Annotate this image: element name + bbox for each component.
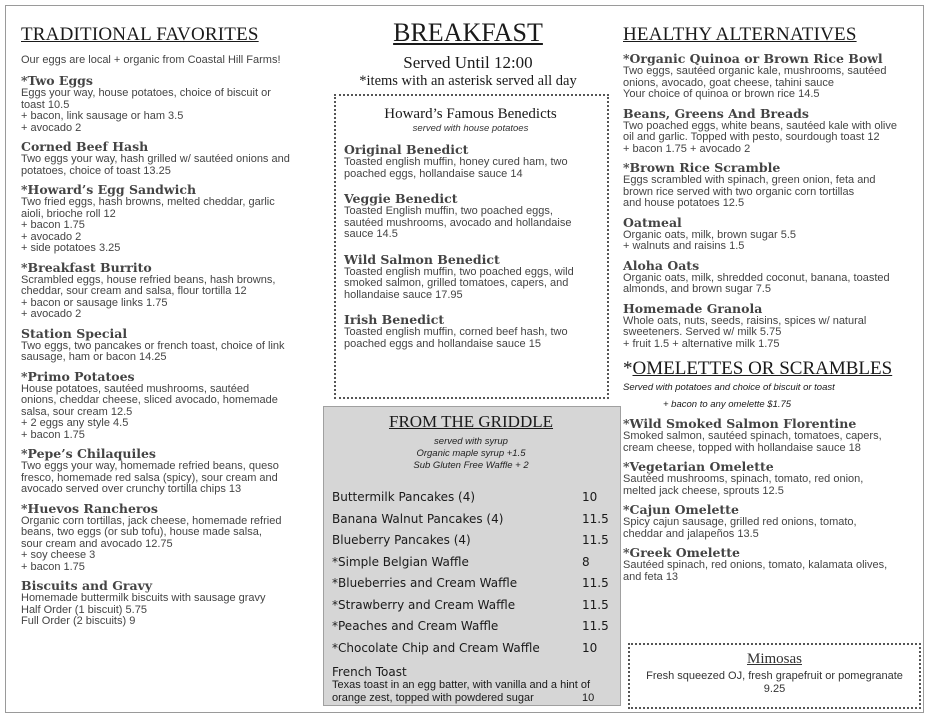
menu-item-name: *Cajun Omelette xyxy=(623,502,739,517)
french-toast-desc-line: Texas toast in an egg batter, with vanilla and a hint of xyxy=(332,679,591,691)
menu-item-description xyxy=(623,474,918,497)
menu-item xyxy=(623,106,918,156)
description-line: Eggs your way, house potatoes, choice of biscuit or xyxy=(21,87,271,99)
description-line: oil and garlic. Topped with pesto, sourdough toast 12 xyxy=(623,131,880,143)
description-line: Eggs scrambled with spinach, green onion, feta and xyxy=(623,174,876,186)
description-line: poached eggs, hollandaise sauce 14 xyxy=(344,167,523,180)
menu-item xyxy=(623,258,918,296)
description-line: salsa, sour cream 12.5 xyxy=(21,405,133,418)
griddle-item xyxy=(332,555,610,577)
description-line: sauce 14.5 xyxy=(344,228,398,240)
description-line: sweeteners. Served w/ milk 5.75 xyxy=(623,326,782,338)
description-line: Whole oats, nuts, seeds, raisins, spices w/ natural xyxy=(623,314,867,327)
griddle-item-price: 11.5 xyxy=(582,533,609,547)
griddle-sub-2: Organic maple syrup +1.5 xyxy=(416,448,526,459)
healthy-alternatives-column xyxy=(623,24,918,714)
menu-item-description xyxy=(623,273,918,296)
menu-item-name: *Primo Potatoes xyxy=(21,368,135,384)
menu-item-name: Aloha Oats xyxy=(623,257,700,273)
omelettes-note-1: Served with potatoes and choice of biscuit or toast xyxy=(623,382,835,393)
griddle-item xyxy=(332,490,610,512)
omelettes-note-2: + bacon to any omelette $1.75 xyxy=(663,399,792,410)
description-line: Two eggs, sautéed organic kale, mushrooms, sautéed xyxy=(623,65,887,77)
menu-item xyxy=(623,51,918,101)
description-line: Scrambled eggs, house refried beans, hash browns, xyxy=(21,273,276,286)
description-line: Sautéed mushrooms, spinach, tomato, red onion, xyxy=(623,473,864,485)
griddle-list xyxy=(332,490,610,662)
menu-item-description xyxy=(344,267,597,302)
griddle-item-name: *Peaches and Cream Waffle xyxy=(332,619,499,633)
description-line: and feta 13 xyxy=(623,570,679,583)
description-line: Two fried eggs, hash browns, melted cheddar, garlic xyxy=(21,196,275,208)
description-line: smoked salmon, grilled tomatoes, capers, and xyxy=(344,277,569,289)
griddle-item xyxy=(332,512,610,534)
description-line: onions, avocado, goat cheese, tahini sauce xyxy=(623,76,834,89)
description-line: + bacon 1.75 xyxy=(21,219,85,231)
menu-item-description xyxy=(21,88,321,134)
omelette-item xyxy=(623,545,918,583)
mimosas-desc xyxy=(630,670,919,696)
omelettes-list xyxy=(623,416,918,583)
menu-item-name: *Greek Omelette xyxy=(623,545,740,560)
traditional-favorites-title: TRADITIONAL FAVORITES xyxy=(21,24,259,45)
description-line: + bacon, link sausage or ham 3.5 xyxy=(21,110,184,122)
description-line: + fruit 1.5 + alternative milk 1.75 xyxy=(623,337,780,350)
griddle-item-name: Banana Walnut Pancakes (4) xyxy=(332,511,504,526)
menu-item-description xyxy=(21,197,321,255)
benedict-item xyxy=(344,312,597,350)
description-line: brown rice served with two organic corn tortillas xyxy=(623,185,855,198)
healthy-items-list xyxy=(623,51,918,350)
menu-item-name: *Wild Smoked Salmon Florentine xyxy=(623,416,857,431)
served-until: Served Until 12:00 xyxy=(403,53,533,72)
menu-item xyxy=(21,501,321,574)
benedict-item xyxy=(344,142,597,180)
menu-item-name: *Howard’s Egg Sandwich xyxy=(21,182,197,197)
menu-item-description xyxy=(344,206,597,241)
menu-item-description xyxy=(21,461,321,496)
french-toast-price: 10 xyxy=(582,691,595,704)
description-line: Full Order (2 biscuits) 9 xyxy=(21,615,136,627)
menu-item-name: Biscuits and Gravy xyxy=(21,578,153,593)
omelette-item xyxy=(623,416,918,454)
description-line: Toasted english muffin, corned beef hash, two xyxy=(344,326,568,338)
griddle-item-price: 11.5 xyxy=(582,511,609,526)
menu-item-description xyxy=(623,517,918,540)
healthy-alternatives-title: HEALTHY ALTERNATIVES xyxy=(623,24,857,45)
menu-item-name: *Organic Quinoa or Brown Rice Bowl xyxy=(623,51,883,66)
description-line: House potatoes, sautéed mushrooms, sautéed xyxy=(21,382,250,395)
griddle-item-price: 10 xyxy=(582,490,598,504)
description-line: Two poached eggs, white beans, sautéed kale with olive xyxy=(623,119,897,132)
description-line: + bacon or sausage links 1.75 xyxy=(21,296,168,309)
griddle-item-name: *Simple Belgian Waffle xyxy=(332,554,469,569)
menu-item xyxy=(21,369,321,442)
menu-item-name: Veggie Benedict xyxy=(344,191,458,206)
description-line: + avocado 2 xyxy=(21,121,82,134)
menu-item-name: Homemade Granola xyxy=(623,300,763,316)
griddle-item-price: 10 xyxy=(582,640,598,655)
breakfast-column xyxy=(318,6,618,714)
mimosas-title: Mimosas xyxy=(746,651,802,667)
menu-item-description xyxy=(623,121,918,156)
description-line: sausage, ham or bacon 14.25 xyxy=(21,351,167,363)
menu-item-description xyxy=(623,431,918,454)
menu-item-name: Irish Benedict xyxy=(344,312,445,327)
griddle-item xyxy=(332,619,610,641)
griddle-item-price: 11.5 xyxy=(582,619,609,633)
description-line: Toasted English muffin, two poached eggs, xyxy=(344,205,553,217)
menu-page xyxy=(5,5,924,713)
griddle-box xyxy=(323,406,621,706)
description-line: Homemade buttermilk biscuits with sausage gravy xyxy=(21,592,266,604)
menu-item-description xyxy=(623,175,918,210)
description-line: Organic corn tortillas, jack cheese, homemade refried xyxy=(21,514,282,527)
menu-item xyxy=(21,260,321,321)
menu-item-name: *Pepe’s Chilaquiles xyxy=(21,446,156,461)
description-line: hollandaise sauce 17.95 xyxy=(344,288,463,301)
menu-item-name: *Breakfast Burrito xyxy=(21,259,152,275)
menu-item xyxy=(21,326,321,364)
griddle-sub-1: served with syrup xyxy=(434,436,508,447)
menu-item xyxy=(21,182,321,255)
description-line: + 2 eggs any style 4.5 xyxy=(21,417,129,429)
menu-item xyxy=(21,446,321,496)
description-line: + avocado 2 xyxy=(21,230,82,243)
omelette-item xyxy=(623,502,918,540)
description-line: aioli, brioche roll 12 xyxy=(21,207,116,220)
menu-item xyxy=(21,139,321,177)
description-line: cheddar, sour cream and salsa, flour tortilla 12 xyxy=(21,285,247,297)
mimosas-price: 9.25 xyxy=(763,683,786,695)
description-line: almonds, and brown sugar 7.5 xyxy=(623,283,771,295)
eggs-note: Our eggs are local + organic from Coastal Hill Farms! xyxy=(21,54,281,66)
description-line: fresco, homemade red salsa (spicy), sour cream and xyxy=(21,471,278,484)
benedicts-subtitle: served with house potatoes xyxy=(412,123,529,134)
menu-item-description xyxy=(21,384,321,442)
description-line: + bacon 1.75 xyxy=(21,560,85,573)
menu-item-name: Oatmeal xyxy=(623,214,682,230)
menu-item xyxy=(21,73,321,134)
description-line: potatoes, choice of toast 13.25 xyxy=(21,164,171,177)
benedict-item xyxy=(344,252,597,302)
description-line: sautéed mushrooms, avocado and hollandaise xyxy=(344,216,572,229)
traditional-favorites-column xyxy=(21,24,321,628)
description-line: Two eggs your way, homemade refried beans, queso xyxy=(21,460,279,472)
menu-item-name: Station Special xyxy=(21,325,128,341)
menu-item-description xyxy=(623,560,918,583)
description-line: onions, cheddar cheese, sliced avocado, homemade xyxy=(21,394,278,406)
menu-item-description xyxy=(21,516,321,574)
mimosas-desc-line: Fresh squeezed OJ, fresh grapefruit or pomegranate xyxy=(646,670,903,682)
asterisk-note: *items with an asterisk served all day xyxy=(359,73,577,89)
traditional-items-list xyxy=(21,73,321,628)
description-line: poached eggs and hollandaise sauce 15 xyxy=(344,337,541,350)
benedicts-box xyxy=(334,94,609,399)
menu-item-name: Beans, Greens And Breads xyxy=(623,105,809,121)
menu-item-name: Wild Salmon Benedict xyxy=(344,251,500,267)
benedicts-title: Howard’s Famous Benedicts xyxy=(384,106,557,122)
description-line: Half Order (1 biscuit) 5.75 xyxy=(21,603,147,616)
omelettes-title xyxy=(623,358,918,380)
menu-item xyxy=(623,301,918,351)
description-line: Two eggs, two pancakes or french toast, choice of link xyxy=(21,339,285,352)
menu-item-description xyxy=(344,327,597,350)
menu-item xyxy=(623,160,918,210)
description-line: + avocado 2 xyxy=(21,308,82,320)
griddle-item xyxy=(332,576,610,598)
griddle-item-name: *Strawberry and Cream Waffle xyxy=(332,597,516,612)
menu-item-name: *Huevos Rancheros xyxy=(21,500,158,516)
french-toast-desc xyxy=(332,679,610,704)
menu-item-description xyxy=(21,341,321,364)
description-line: Smoked salmon, sautéed spinach, tomatoes, capers, xyxy=(623,430,882,442)
description-line: Organic oats, milk, shredded coconut, banana, toasted xyxy=(623,271,890,284)
mimosas-box xyxy=(628,643,921,709)
description-line: and house potatoes 12.5 xyxy=(623,197,745,209)
menu-item-name: *Brown Rice Scramble xyxy=(623,160,781,175)
griddle-item xyxy=(332,641,610,663)
omelettes-title-star: * xyxy=(623,358,633,379)
menu-item-description xyxy=(623,230,918,253)
description-line: Two eggs your way, hash grilled w/ sautéed onions and xyxy=(21,153,290,165)
description-line: + bacon 1.75 + avocado 2 xyxy=(623,142,751,155)
menu-item-name: Original Benedict xyxy=(344,142,469,157)
breakfast-title: BREAKFAST xyxy=(393,18,543,47)
menu-item-description xyxy=(623,66,918,101)
description-line: Organic oats, milk, brown sugar 5.5 xyxy=(623,228,797,241)
description-line: Your choice of quinoa or brown rice 14.5 xyxy=(623,88,820,100)
menu-item-description xyxy=(21,154,321,177)
omelette-item xyxy=(623,459,918,497)
description-line: Toasted english muffin, two poached eggs, wild xyxy=(344,265,574,278)
griddle-sub-3: Sub Gluten Free Waffle + 2 xyxy=(413,460,529,471)
description-line: beans, two eggs (or sub tofu), house made salsa, xyxy=(21,526,262,538)
description-line: + bacon 1.75 xyxy=(21,428,85,441)
benedict-item xyxy=(344,191,597,241)
benedicts-list xyxy=(344,142,597,350)
menu-item-description xyxy=(21,593,321,628)
menu-item xyxy=(623,215,918,253)
menu-item-name: Corned Beef Hash xyxy=(21,139,149,154)
griddle-item xyxy=(332,533,610,555)
description-line: + side potatoes 3.25 xyxy=(21,242,121,254)
griddle-item-price: 8 xyxy=(582,554,590,569)
menu-item-description xyxy=(21,275,321,321)
griddle-item-name: Buttermilk Pancakes (4) xyxy=(332,490,476,504)
description-line: Sautéed spinach, red onions, tomato, kalamata olives, xyxy=(623,559,888,571)
description-line: cheddar and jalapeños 13.5 xyxy=(623,527,759,540)
griddle-item-price: 11.5 xyxy=(582,576,609,590)
description-line: melted jack cheese, sprouts 12.5 xyxy=(623,484,784,497)
french-toast-name: French Toast xyxy=(332,665,407,679)
description-line: sour cream and avocado 12.75 xyxy=(21,537,173,550)
description-line: avocado served over crunchy tortilla chips 13 xyxy=(21,483,242,495)
menu-item-description xyxy=(623,316,918,351)
griddle-item-name: Blueberry Pancakes (4) xyxy=(332,533,471,547)
menu-item-description xyxy=(344,157,597,180)
description-line: + soy cheese 3 xyxy=(21,549,96,561)
description-line: Toasted english muffin, honey cured ham, two xyxy=(344,156,568,168)
griddle-item-name: *Blueberries and Cream Waffle xyxy=(332,576,518,590)
griddle-title: FROM THE GRIDDLE xyxy=(388,412,554,431)
menu-item xyxy=(21,578,321,628)
menu-item-name: *Two Eggs xyxy=(21,73,93,88)
omelettes-title-text: OMELETTES OR SCRAMBLES xyxy=(632,358,893,379)
griddle-item xyxy=(332,598,610,620)
griddle-item-price: 11.5 xyxy=(582,597,609,612)
description-line: toast 10.5 xyxy=(21,98,70,111)
description-line: cream cheese, topped with hollandaise sauce 18 xyxy=(623,441,861,454)
french-toast-desc-line: orange zest, topped with powdered sugar xyxy=(332,691,534,704)
griddle-item-name: *Chocolate Chip and Cream Waffle xyxy=(332,640,540,655)
description-line: + walnuts and raisins 1.5 xyxy=(623,240,745,252)
menu-item-name: *Vegetarian Omelette xyxy=(623,459,774,474)
description-line: Spicy cajun sausage, grilled red onions, tomato, xyxy=(623,516,857,528)
